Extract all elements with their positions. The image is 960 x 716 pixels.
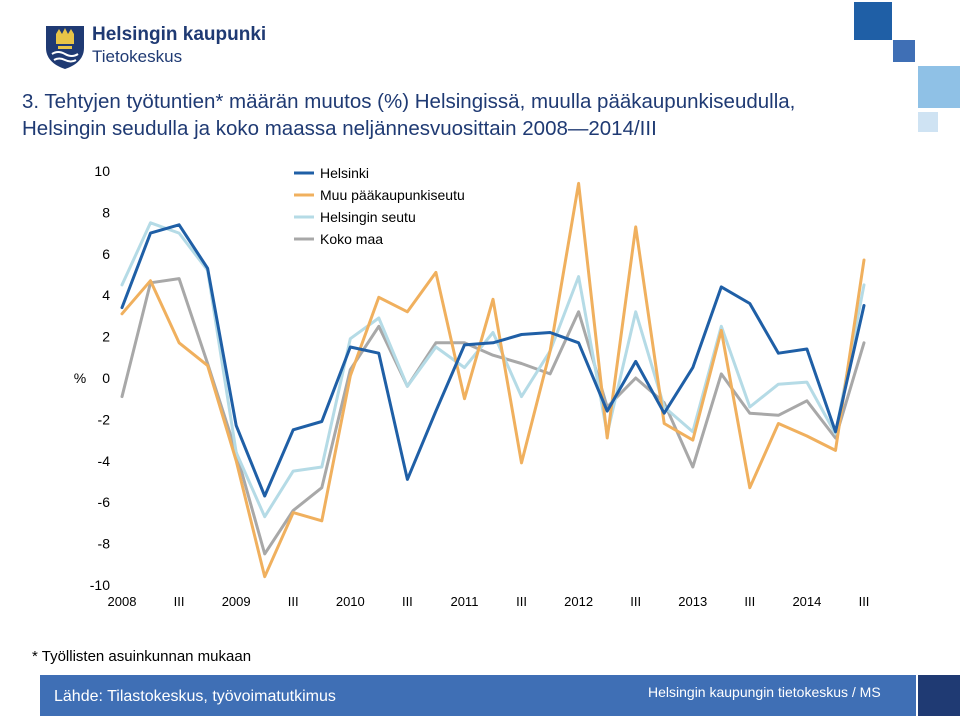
x-tick-label: III	[858, 594, 870, 609]
footer-end-block	[918, 675, 960, 716]
legend-label: Muu pääkaupunkiseutu	[320, 187, 465, 203]
x-tick-label: 2008	[107, 594, 137, 609]
footer-credit: Helsingin kaupungin tietokeskus / MS	[648, 684, 881, 700]
footer-source: Lähde: Tilastokeskus, työvoimatutkimus	[54, 688, 336, 705]
y-tick-label: -2	[97, 411, 110, 428]
x-tick-label: 2013	[678, 594, 708, 609]
legend-label: Helsinki	[320, 165, 370, 181]
x-tick-label: 2011	[450, 594, 479, 609]
y-tick-label: 10	[94, 163, 110, 179]
page-title	[22, 88, 942, 142]
decor-square-dark	[854, 2, 892, 40]
y-tick-label: 2	[102, 328, 110, 345]
logo-text-city: Helsingin kaupunki	[92, 24, 267, 45]
decor-square-mid	[893, 40, 915, 62]
x-tick-label: III	[401, 594, 413, 609]
x-tick-label: III	[173, 594, 185, 609]
y-tick-label: 6	[102, 245, 110, 262]
series-line-2	[122, 223, 864, 517]
legend-label: Koko maa	[320, 231, 384, 247]
footnote: * Työllisten asuinkunnan mukaan	[32, 648, 252, 665]
series-line-1	[122, 183, 864, 576]
y-tick-label: -8	[97, 535, 110, 552]
logo-text-department: Tietokeskus	[92, 47, 183, 66]
y-tick-label: -6	[97, 494, 110, 511]
y-tick-label: -10	[89, 577, 110, 593]
y-tick-label: 8	[102, 204, 110, 221]
y-tick-label: 0	[102, 370, 110, 386]
y-axis-label: %	[73, 370, 87, 386]
x-tick-label: 2010	[335, 594, 365, 609]
coat-of-arms-icon	[44, 22, 86, 70]
x-tick-label: 2012	[564, 594, 594, 609]
y-tick-label: -4	[97, 452, 110, 469]
x-tick-label: III	[744, 594, 756, 609]
x-tick-label: III	[630, 594, 642, 609]
page-title-line1: 3. Tehtyjen työtuntien* määrän muutos (%) Helsingissä, muulla pääkaupunkiseudulla,	[22, 90, 796, 113]
legend-label: Helsingin seutu	[320, 209, 416, 225]
x-tick-label: III	[287, 594, 299, 609]
x-tick-label: III	[516, 594, 527, 609]
line-chart	[0, 150, 960, 620]
page-title-line2: Helsingin seudulla ja koko maassa neljännesvuosittain 2008—2014/III	[22, 117, 657, 140]
logo	[44, 22, 294, 72]
x-tick-label: 2009	[221, 594, 251, 609]
x-tick-label: 2014	[792, 594, 822, 609]
y-tick-label: 4	[102, 287, 110, 304]
